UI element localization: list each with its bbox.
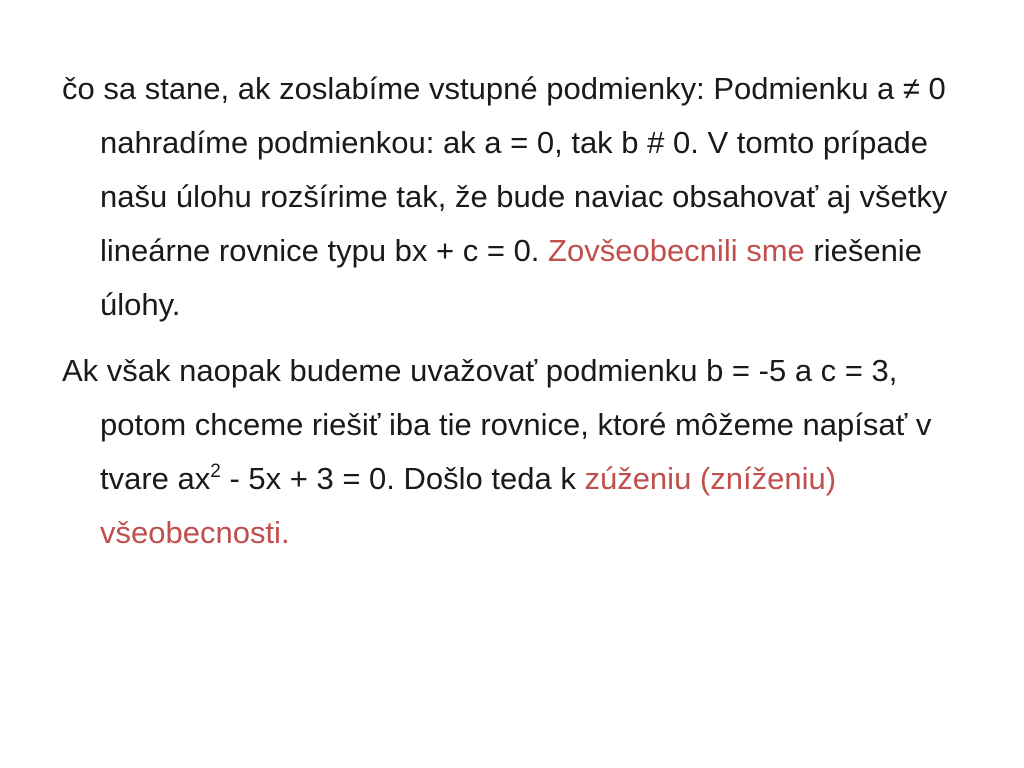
paragraph1-text-before: čo sa stane, ak zoslabíme vstupné podmienky: Podmienku a ≠ 0 nahradíme podmienkou: ak a = 0, tak b # 0. V tomto prípade našu úlohu rozšírime tak, že bude naviac obsahovať aj všetky lineárne rovnice typu bx + c = 0. bbox=[62, 71, 948, 268]
paragraph-narrowing bbox=[62, 344, 962, 560]
slide-body bbox=[62, 62, 962, 560]
paragraph2-superscript: 2 bbox=[210, 461, 221, 482]
paragraph1-text-after: riešenie úlohy. bbox=[100, 233, 922, 322]
paragraph1-highlight: Zovšeobecnili sme bbox=[548, 233, 805, 268]
paragraph-generalization bbox=[62, 62, 962, 332]
paragraph2-highlight: zúženiu (zníženiu) všeobecnosti. bbox=[100, 461, 837, 550]
paragraph2-text-middle: - 5x + 3 = 0. Došlo teda k bbox=[220, 461, 585, 496]
paragraph2-text-before: Ak však naopak budeme uvažovať podmienku b = -5 a c = 3, potom chceme riešiť iba tie rovnice, ktoré môžeme napísať v tvare ax bbox=[62, 353, 932, 496]
